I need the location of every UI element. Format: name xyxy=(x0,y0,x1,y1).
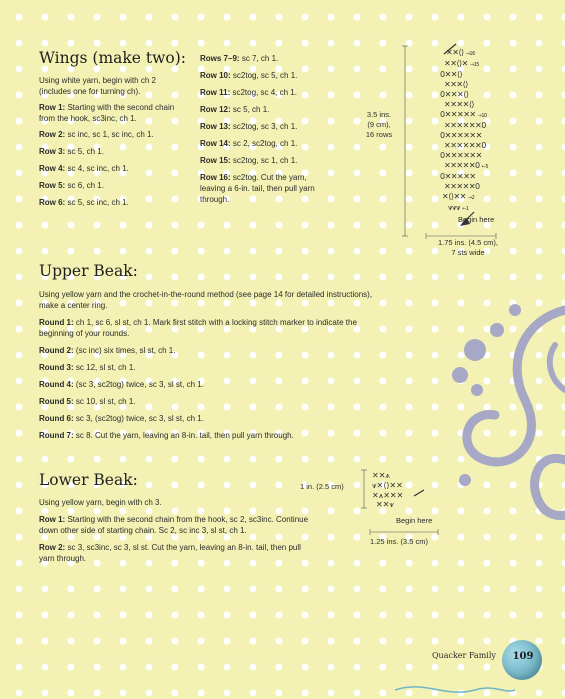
swirl-dot xyxy=(452,367,468,383)
stitch-row: ✕✕✕⟨⟩ xyxy=(444,80,468,89)
footer-chapter-name: Quacker Family xyxy=(432,651,496,660)
row-label: Row 12: xyxy=(200,105,231,114)
stitch-row: ✕✕✕✕✕0 ←5 xyxy=(444,161,489,170)
row-label: Row 2: xyxy=(39,130,66,139)
stitch-row: ✕✕⩚ xyxy=(372,471,390,480)
upper-beak-round-5 xyxy=(39,396,399,407)
row-label: Row 1: xyxy=(39,515,66,524)
decorative-swirl-ornament xyxy=(405,290,565,520)
row-text: sc2tog, sc 5, ch 1. xyxy=(232,71,298,80)
round-text: sc 8. Cut the yarn, leaving an 8-in. tail, then pull yarn through. xyxy=(75,431,294,440)
stitch-row: ✕⩚✕✕✕ xyxy=(372,491,404,500)
wings-row-5 xyxy=(39,180,189,191)
lower-beak-begin-label: Begin here xyxy=(396,516,433,525)
upper-beak-round-1 xyxy=(39,317,384,339)
row-text: sc 6, ch 1. xyxy=(67,181,104,190)
stitch-row: 0✕✕✕✕✕ xyxy=(440,172,476,181)
wings-intro: Using white yarn, begin with ch 2 (includes one for turning ch). xyxy=(39,76,156,96)
width-line: 7 sts wide xyxy=(451,248,485,257)
stitch-row: ✕✕✕✕✕✕0 xyxy=(444,121,486,130)
row-text: sc2tog, sc 4, ch 1. xyxy=(232,88,297,97)
lower-beak-width-label: 1.25 ins. (3.5 cm) xyxy=(370,537,428,546)
row-label: Rows 7–9: xyxy=(200,54,240,63)
wings-row-3 xyxy=(39,146,189,157)
round-text: sc 10, sl st, ch 1. xyxy=(75,397,136,406)
swirl-stroke xyxy=(535,458,565,515)
round-label: Round 7: xyxy=(39,431,74,440)
row-label: Row 6: xyxy=(39,198,66,207)
stitch-row: 0✕✕⟨⟩ xyxy=(440,70,463,79)
lower-beak-height-label: 1 in. (2.5 cm) xyxy=(300,482,344,491)
stitch-row: 0✕✕✕✕✕✕ xyxy=(440,151,482,160)
upper-beak-section xyxy=(39,289,399,441)
wings-row-13 xyxy=(200,121,340,132)
row-label: Row 5: xyxy=(39,181,66,190)
wings-row-10 xyxy=(200,70,340,81)
round-label: Round 2: xyxy=(39,346,74,355)
row-text: sc inc, sc 1, sc inc, ch 1. xyxy=(67,130,154,139)
row-marker-5: 5 xyxy=(485,164,489,170)
swirl-dot xyxy=(509,304,521,316)
swirl-dot xyxy=(490,323,504,337)
lower-beak-row-1 xyxy=(39,514,314,536)
stitch-row: ✕✕✕✕✕✕0 xyxy=(444,141,486,150)
page-number: 109 xyxy=(512,651,534,662)
wings-left-column xyxy=(39,75,189,208)
wave-line xyxy=(395,687,515,692)
row-text: Starting with the second chain from the hook, sc 2, sc3inc. Continue down other side of starting chain. Sc 2, sc inc 3, sl st, ch 1. xyxy=(39,515,309,535)
upper-beak-round-7 xyxy=(39,430,399,441)
upper-beak-heading: Upper Beak: xyxy=(39,262,138,280)
stitch-row: 0✕✕✕✕✕✕ xyxy=(440,131,482,140)
row-text: sc 5, ch 1. xyxy=(232,105,270,114)
row-text: sc 5, ch 1. xyxy=(67,147,104,156)
wing-begin-label: Begin here xyxy=(458,215,495,224)
stitch-row: ✕✕⩛ xyxy=(376,500,394,509)
wings-row-11 xyxy=(200,87,340,98)
wing-width-label xyxy=(428,238,508,258)
lower-beak-width-dimension xyxy=(368,528,440,536)
swirl-dot xyxy=(471,384,483,396)
lower-beak-heading: Lower Beak: xyxy=(39,471,138,489)
row-label: Row 16: xyxy=(200,173,231,182)
wings-right-column xyxy=(200,53,340,205)
height-line: 3.5 ins. xyxy=(366,110,392,119)
wings-row-12 xyxy=(200,104,340,115)
wings-row-7-9 xyxy=(200,53,340,64)
row-marker-10: 10 xyxy=(481,113,487,119)
upper-beak-round-3 xyxy=(39,362,399,373)
row-label: Row 15: xyxy=(200,156,231,165)
row-text: sc2tog, sc 3, ch 1. xyxy=(232,122,298,131)
upper-beak-round-6 xyxy=(39,413,399,424)
round-text: sc 12, sl st, ch 1. xyxy=(75,363,136,372)
row-text: sc 3, sc3inc, sc 3, sl st. Cut the yarn, leaving an 8-in. tail, then pull yarn through. xyxy=(39,543,301,563)
stitch-row: ✕✕⟨⟩ →16 xyxy=(446,48,475,57)
wings-row-6 xyxy=(39,197,189,208)
row-text: sc2tog. Cut the yarn, leaving a 6-in. tail, then pull yarn through. xyxy=(200,173,315,204)
row-marker-15: 15 xyxy=(473,62,479,68)
wing-height-label xyxy=(362,110,396,140)
round-label: Round 4: xyxy=(39,380,74,389)
round-text: ch 1, sc 6, sl st, ch 1. Mark first stitch with a locking stitch marker to indicate the beginning of your rounds. xyxy=(39,318,357,338)
lower-beak-intro: Using yellow yarn, begin with ch 3. xyxy=(39,498,162,507)
height-line: (9 cm), xyxy=(367,120,391,129)
stitch-row: ⩛✕⟨⟩✕✕ xyxy=(372,481,403,490)
round-text: (sc 3, sc2tog) twice, sc 3, sl st, ch 1. xyxy=(75,380,204,389)
row-label: Row 2: xyxy=(39,543,66,552)
round-label: Round 1: xyxy=(39,318,74,327)
stitch-row: ✕✕✕✕⟨⟩ xyxy=(444,100,475,109)
stitch-row: 0✕✕✕⟨⟩ xyxy=(440,90,469,99)
round-text: (sc inc) six times, sl st, ch 1. xyxy=(75,346,176,355)
round-label: Round 6: xyxy=(39,414,74,423)
round-text: sc 3, (sc2tog) twice, sc 3, sl st, ch 1. xyxy=(75,414,204,423)
row-label: Row 3: xyxy=(39,147,66,156)
round-label: Round 5: xyxy=(39,397,74,406)
width-line: 1.75 ins. (4.5 cm), xyxy=(437,238,499,247)
stitch-row: ✕⟨⟩✕✕ →2 xyxy=(442,192,475,201)
swirl-stroke xyxy=(550,345,565,390)
row-marker-1: 1 xyxy=(465,206,469,212)
row-label: Row 13: xyxy=(200,122,231,131)
swirl-dot xyxy=(464,339,486,361)
row-marker-16: 16 xyxy=(469,51,475,57)
wings-row-4 xyxy=(39,163,189,174)
wings-row-14 xyxy=(200,138,340,149)
stitch-row: ✕✕✕✕✕0 xyxy=(444,182,480,191)
height-line: 16 rows xyxy=(365,130,393,139)
round-label: Round 3: xyxy=(39,363,74,372)
row-label: Row 11: xyxy=(200,88,231,97)
row-text: sc2tog, sc 1, ch 1. xyxy=(232,156,298,165)
swirl-stroke xyxy=(467,310,565,462)
wing-stitch-rows xyxy=(440,48,506,214)
swirl-dot xyxy=(459,474,471,486)
row-marker-2: 2 xyxy=(471,195,475,201)
row-label: Row 14: xyxy=(200,139,231,148)
wings-row-2 xyxy=(39,129,189,140)
upper-beak-round-2 xyxy=(39,345,399,356)
stitch-row: ⩛⩛⩛ ←1 xyxy=(448,203,469,212)
row-text: sc 4, sc inc, ch 1. xyxy=(67,164,129,173)
stitch-row: ✕✕⟨⟩✕ →15 xyxy=(444,59,479,68)
lower-beak-section xyxy=(39,497,329,564)
row-text: sc 7, ch 1. xyxy=(241,54,279,63)
lower-beak-row-2 xyxy=(39,542,314,564)
row-text: sc 2, sc2tog, ch 1. xyxy=(232,139,298,148)
row-label: Row 4: xyxy=(39,164,66,173)
upper-beak-intro: Using yellow yarn and the crochet-in-the-round method (see page 14 for detailed instructions), make a center ring. xyxy=(39,290,373,310)
wings-row-16 xyxy=(200,172,332,205)
wings-row-15 xyxy=(200,155,340,166)
row-label: Row 1: xyxy=(39,103,66,112)
row-label: Row 10: xyxy=(200,71,231,80)
stitch-row: 0✕✕✕✕✕ →10 xyxy=(440,110,487,119)
row-text: sc 5, sc inc, ch 1. xyxy=(67,198,129,207)
upper-beak-round-4 xyxy=(39,379,399,390)
wings-row-1 xyxy=(39,102,184,124)
wings-heading: Wings (make two): xyxy=(39,49,186,67)
row-text: Starting with the second chain from the hook, sc3inc, ch 1. xyxy=(39,103,175,123)
